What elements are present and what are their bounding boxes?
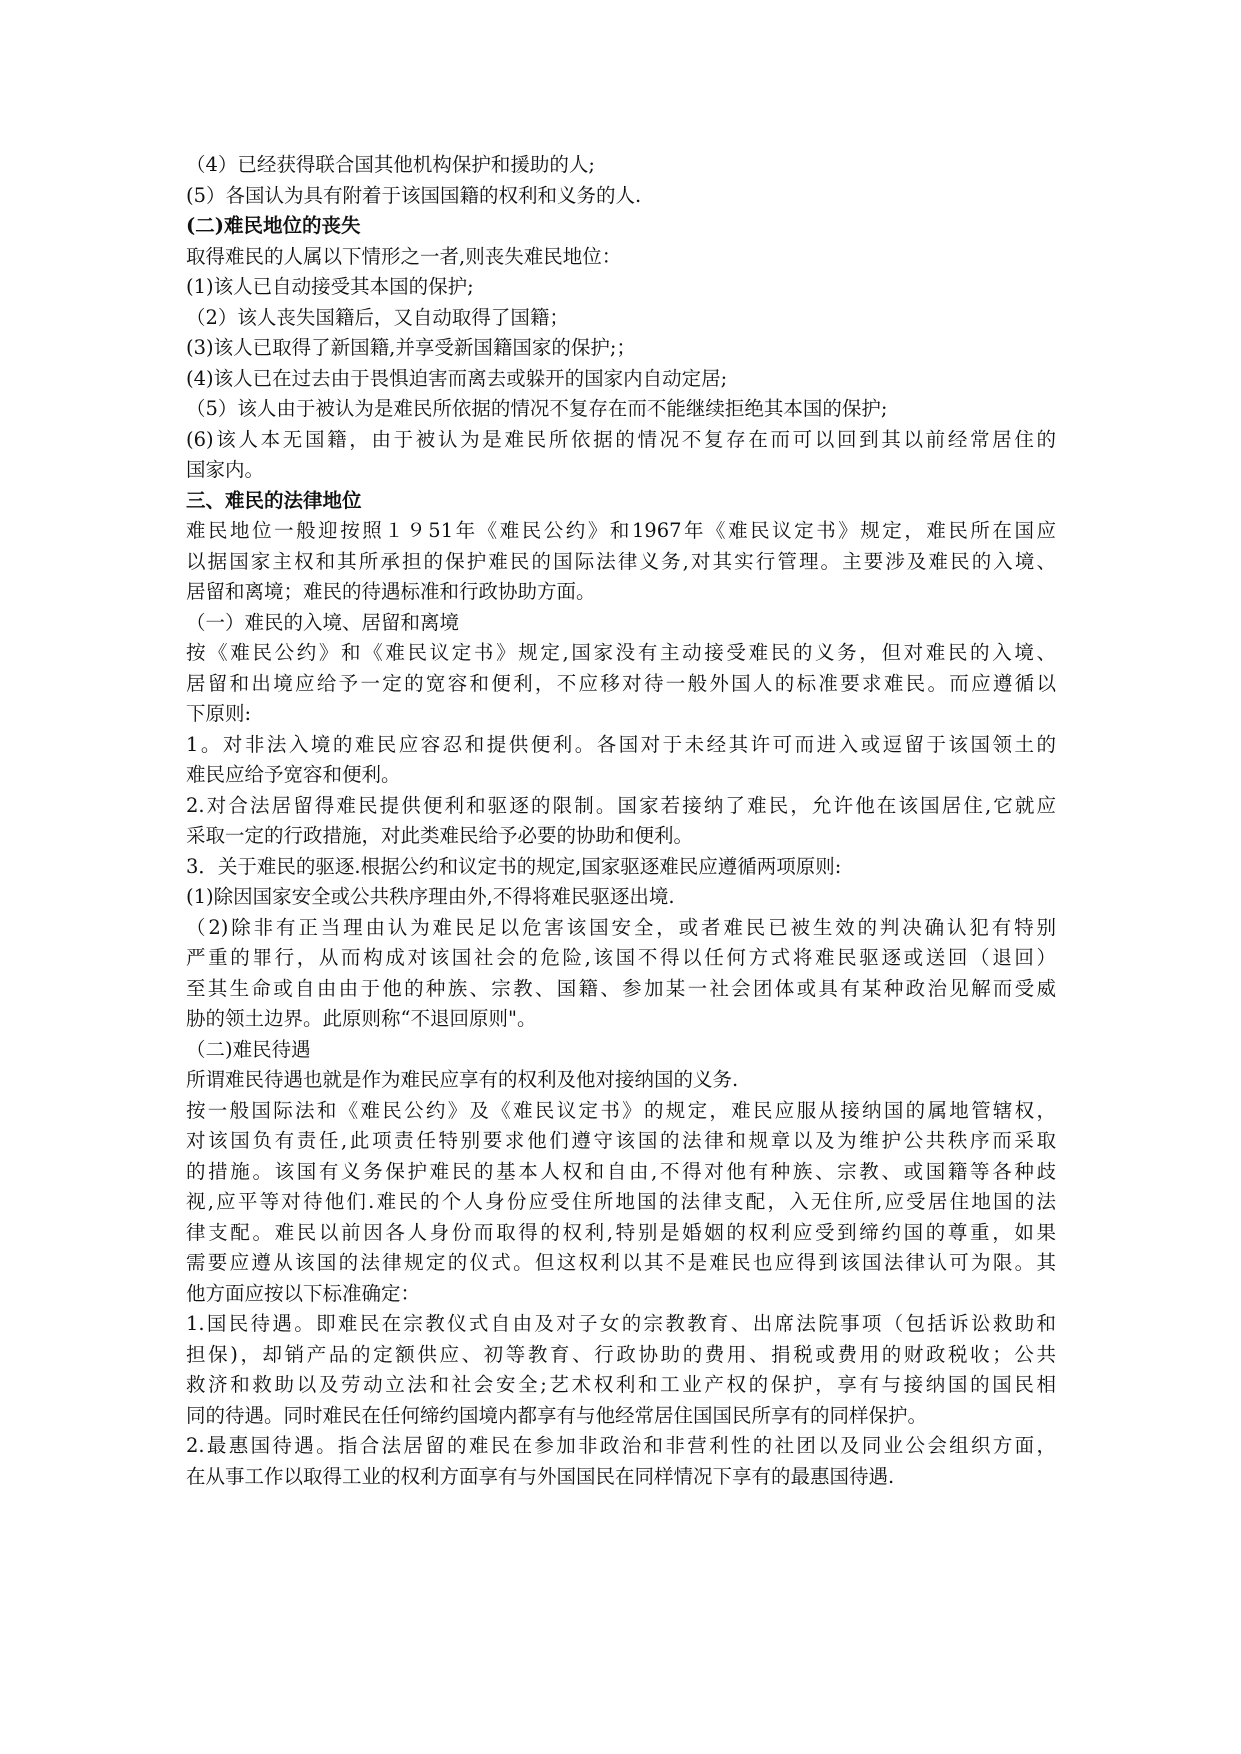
paragraph-line-end: 国家内。 (186, 458, 265, 481)
paragraph-line: 对该国负有责任,此项责任特别要求他们遵守该国的法律和规章以及为维护公共秩序而采取 (186, 1129, 1056, 1152)
paragraph-line-end: 同的待遇。同时难民在任何缔约国境内都享有与他经常居住国国民所享有的同样保护。 (186, 1403, 928, 1427)
list-item-2: （2）该人丧失国籍后，又自动取得了国籍； (186, 305, 569, 329)
subsection-heading-treatment: （二)难民待遇 (186, 1037, 311, 1061)
paragraph-line-end: 他方面应按以下标准确定： (186, 1281, 421, 1305)
document-page (186, 150, 1056, 1492)
paragraph-line: 所谓难民待遇也就是作为难民应享有的权利及他对接纳国的义务. (186, 1068, 739, 1091)
list-item-3: (3)该人已取得了新国籍,并享受新国籍国家的保护;； (186, 336, 636, 359)
list-item-5b: （5）该人由于被认为是难民所依据的情况不复存在而不能继续拒绝其本国的保护; (186, 397, 888, 420)
paragraph-line: 视,应平等对待他们.难民的个人身份应受住所地国的法律支配，入无住所,应受居住地国的法 (186, 1190, 1056, 1213)
paragraph-line: 的措施。该国有义务保护难民的基本人权和自由,不得对他有种族、宗教、或国籍等各种歧 (186, 1159, 1056, 1183)
list-item-1: (1)该人已自动接受其本国的保护; (186, 275, 474, 298)
list-item-4b: (4)该人已在过去由于畏惧迫害而离去或躲开的国家内自动定居; (186, 366, 728, 390)
paragraph-line-end: 在从事工作以取得工业的权利方面享有与外国国民在同样情况下享有的最惠国待遇. (186, 1464, 895, 1488)
paragraph-line: 严重的罪行，从而构成对该国社会的危险,该国不得以任何方式将难民驱逐或送回（退回） (186, 946, 1056, 969)
paragraph-line-end: 难民应给予宽容和便利。 (186, 763, 401, 786)
principle-2: 2.对合法居留得难民提供便利和驱逐的限制。国家若接纳了难民，允许他在该国居住,它就应 (186, 793, 1056, 817)
paragraph-line: 按《难民公约》和《难民议定书》规定,国家没有主动接受难民的义务，但对难民的入境、 (186, 641, 1056, 664)
paragraph-line: 需要应遵从该国的法律规定的仪式。但这权利以其不是难民也应得到该国法律认可为限。其 (186, 1251, 1056, 1274)
list-item-4: （4）已经获得联合国其他机构保护和援助的人; (186, 153, 595, 176)
paragraph-line-end: 采取一定的行政措施，对此类难民给予必要的协助和便利。 (186, 824, 694, 847)
paragraph-line: 取得难民的人属以下情形之一者,则丧失难民地位： (186, 244, 622, 268)
paragraph-line-end: 下原则: (186, 702, 252, 725)
paragraph-line-end: 居留和离境；难民的待遇标准和行政协助方面。 (186, 580, 596, 603)
paragraph-line: 律支配。难民以前因各人身份而取得的权利,特别是婚姻的权利应受到缔约国的尊重，如果 (186, 1220, 1056, 1244)
paragraph-line: 居留和出境应给予一定的宽容和便利，不应移对待一般外国人的标准要求难民。而应遵循以 (186, 671, 1056, 695)
principle-1: 1。对非法入境的难民应容忍和提供便利。各国对于未经其许可而进入或逗留于该国领土的 (186, 732, 1056, 756)
sub-principle-2: （2)除非有正当理由认为难民足以危害该国安全，或者难民已被生效的判决确认犯有特别 (186, 915, 1056, 939)
paragraph-line-end: 胁的领土边界。此原则称“不退回原则"。 (186, 1007, 537, 1030)
paragraph-line: 担保)，却销产品的定额供应、初等教育、行政协助的费用、捐税或费用的财政税收；公共 (186, 1342, 1056, 1366)
list-item-5: (5）各国认为具有附着于该国国籍的权利和义务的人. (186, 183, 642, 207)
section-heading-legal-status: 三、难民的法律地位 (186, 488, 362, 512)
most-favoured-nation-treatment: 2.最惠国待遇。指合法居留的难民在参加非政治和非营利性的社团以及同业公会组织方面， (186, 1434, 1056, 1457)
section-heading-loss-of-status: (二)难民地位的丧失 (186, 214, 361, 237)
paragraph-line: 难民地位一般迎按照１９51年《难民公约》和1967年《难民议定书》规定，难民所在国应 (186, 519, 1056, 542)
national-treatment: 1.国民待遇。即难民在宗教仪式自由及对子女的宗教教育、出席法院事项（包括诉讼救助和 (186, 1312, 1056, 1335)
principle-3: 3．关于难民的驱逐.根据公约和议定书的规定,国家驱逐难民应遵循两项原则: (186, 854, 842, 878)
paragraph-line: 至其生命或自由由于他的种族、宗教、国籍、参加某一社会团体或具有某种政治见解而受威 (186, 976, 1056, 1000)
list-item-6: (6)该人本无国籍，由于被认为是难民所依据的情况不复存在而可以回到其以前经常居住的 (186, 427, 1056, 451)
sub-principle-1: (1)除因国家安全或公共秩序理由外,不得将难民驱逐出境. (186, 885, 675, 908)
paragraph-line: 救济和救助以及劳动立法和社会安全;艺术权利和工业产权的保护，享有与接纳国的国民相 (186, 1373, 1056, 1396)
paragraph-line: 以据国家主权和其所承担的保护难民的国际法律义务,对其实行管理。主要涉及难民的入境、 (186, 549, 1056, 573)
subsection-heading-entry: （一）难民的入境、居留和离境 (186, 610, 460, 634)
paragraph-line: 按一般国际法和《难民公约》及《难民议定书》的规定，难民应服从接纳国的属地管辖权， (186, 1098, 1056, 1122)
